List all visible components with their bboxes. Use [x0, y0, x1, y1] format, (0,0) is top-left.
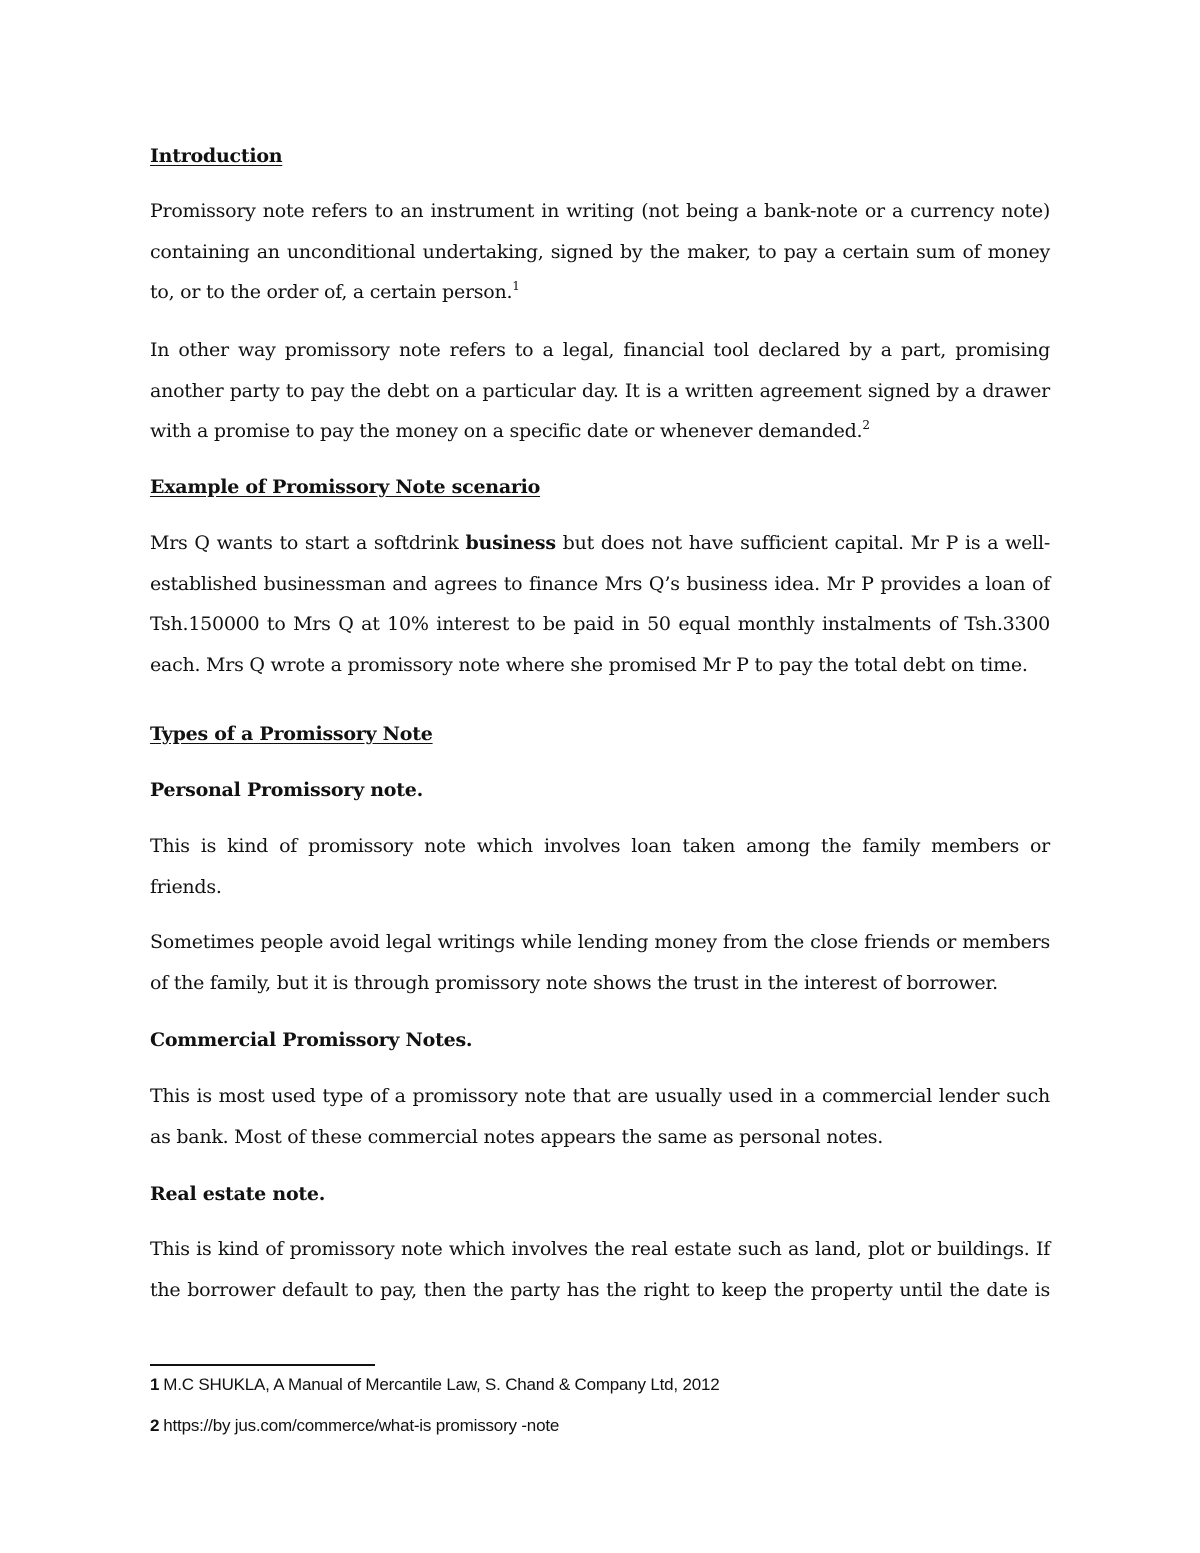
intro-paragraph-1 [150, 191, 1050, 313]
personal-paragraph-2: Sometimes people avoid legal writings while lending money from the close friends or members of the family, but it is through promissory note shows the trust in the interest of borrower. [150, 931, 1050, 994]
footnote-2-link[interactable]: https://by jus.com/commerce/what-is promissory -note [163, 1416, 560, 1435]
example-heading: Example of Promissory Note scenario [150, 476, 541, 498]
footnote-ref-1[interactable]: 1 [512, 279, 520, 293]
intro-paragraph-2 [150, 330, 1050, 452]
commercial-note-heading: Commercial Promissory Notes. [150, 1029, 473, 1051]
types-heading: Types of a Promissory Note [150, 723, 433, 745]
footnote-separator [150, 1364, 375, 1366]
intro-paragraph-1-text: Promissory note refers to an instrument in writing (not being a bank-note or a currency note) containing an unconditional undertaking, signed by the maker, to pay a certain sum of money to, or to the order of, a certain person. [150, 200, 1050, 303]
example-bold-word: business [465, 532, 556, 554]
example-text-start: Mrs Q wants to start a softdrink [150, 532, 466, 554]
commercial-paragraph: This is most used type of a promissory note that are usually used in a commercial lender such as bank. Most of these commercial notes appears the same as personal notes. [150, 1085, 1050, 1148]
footnote-1-number: 1 [150, 1375, 160, 1394]
footnote-1-text: M.C SHUKLA, A Manual of Mercantile Law, S. Chand & Company Ltd, 2012 [163, 1375, 720, 1394]
real-estate-heading: Real estate note. [150, 1183, 326, 1205]
intro-paragraph-2-text: In other way promissory note refers to a legal, financial tool declared by a part, promising another party to pay the debt on a particular day. It is a written agreement signed by a drawer with a promise to pay the money on a specific date or whenever demanded. [150, 339, 1050, 442]
example-text-end: but does not have sufficient capital. Mr P is a well-established businessman and agrees to finance Mrs Q’s business idea. Mr P provides a loan of Tsh.150000 to Mrs Q at 10% interest to be paid in 50 equal monthly instalments of Tsh.3300 each. Mrs Q wrote a promissory note where she promised Mr P to pay the total debt on time. [150, 532, 1050, 676]
introduction-heading: Introduction [150, 145, 283, 167]
personal-note-heading: Personal Promissory note. [150, 779, 423, 801]
footnote-2-number: 2 [150, 1416, 160, 1435]
footnote-1 [150, 1373, 719, 1397]
footnote-ref-2[interactable]: 2 [862, 418, 870, 432]
example-paragraph [150, 523, 1050, 685]
footnote-2 [150, 1414, 559, 1438]
real-estate-paragraph: This is kind of promissory note which involves the real estate such as land, plot or buildings. If the borrower default to pay, then the party has the right to keep the property until the date is [150, 1238, 1050, 1301]
personal-paragraph-1: This is kind of promissory note which involves loan taken among the family members or friends. [150, 835, 1050, 898]
